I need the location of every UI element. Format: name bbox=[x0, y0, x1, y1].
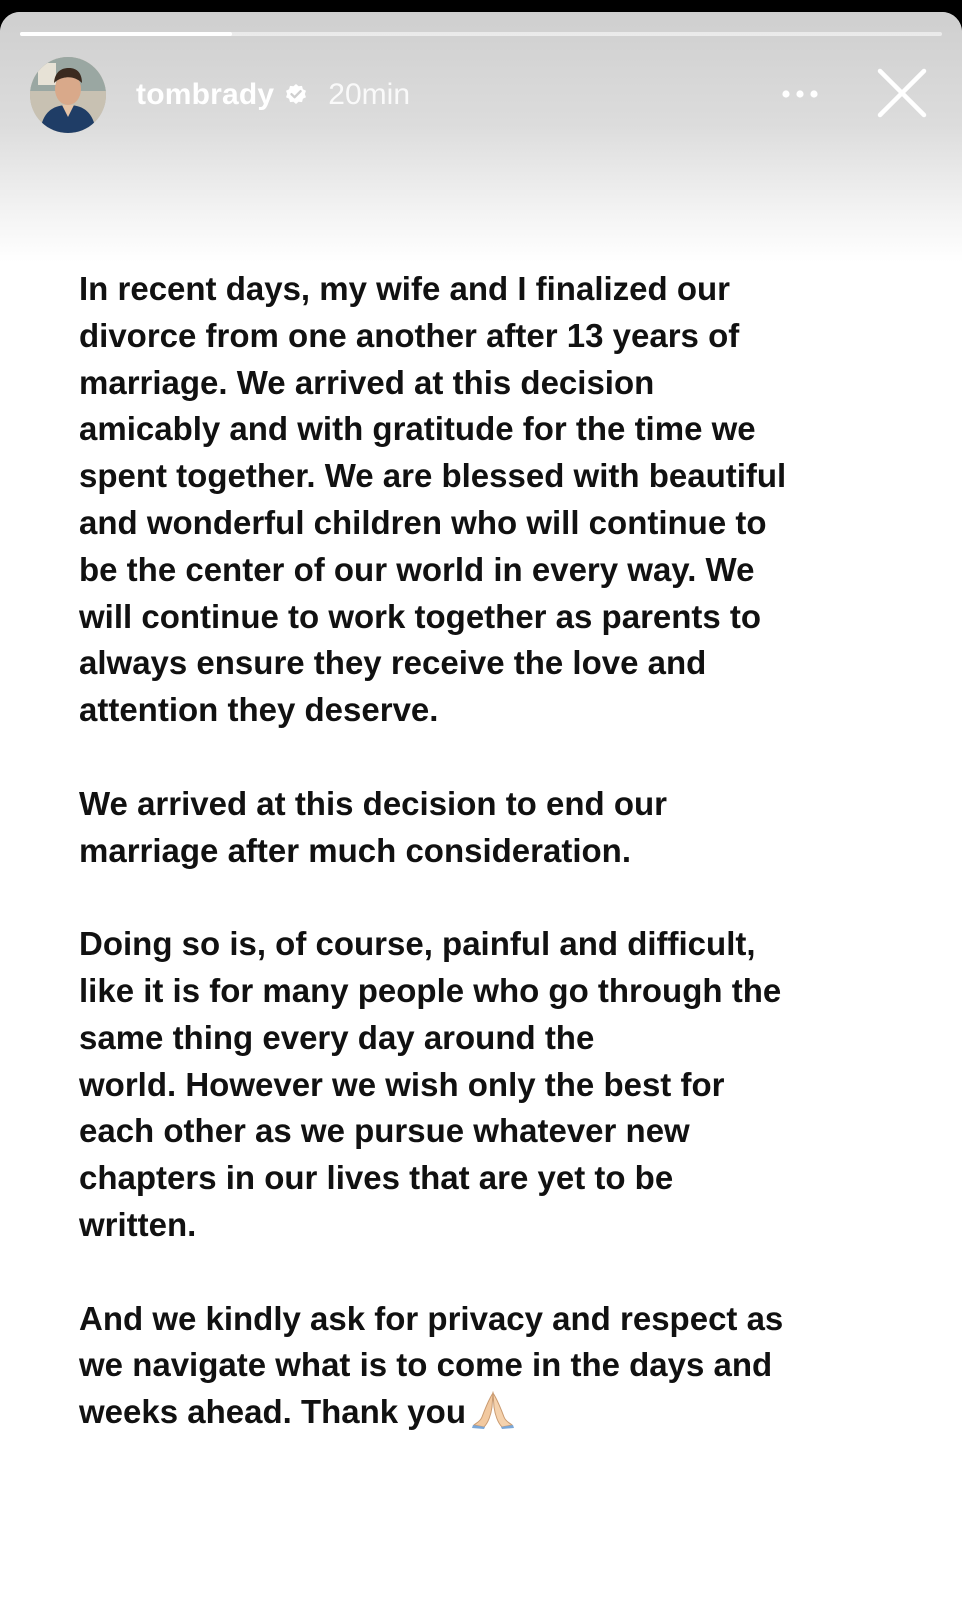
story-text bbox=[79, 266, 899, 1483]
paragraph-1 bbox=[79, 266, 899, 734]
text-line: world. However we wish only the best for bbox=[79, 1065, 725, 1103]
text-line: we navigate what is to come in the days and bbox=[79, 1346, 773, 1384]
text-line: marriage. We arrived at this decision bbox=[79, 363, 655, 401]
text-line: divorce from one another after 13 years of bbox=[79, 316, 740, 354]
text-line: will continue to work together as parents to bbox=[79, 597, 762, 635]
text-line: written. bbox=[79, 1205, 197, 1243]
text-line: always ensure they receive the love and bbox=[79, 644, 707, 682]
text-line: chapters in our lives that are yet to be bbox=[79, 1159, 674, 1197]
story-progress-bar bbox=[20, 32, 942, 36]
story-viewer[interactable] bbox=[0, 12, 962, 1600]
text-line-last bbox=[79, 1389, 899, 1436]
text-line-last-text: weeks ahead. Thank you bbox=[79, 1393, 466, 1431]
profile-photo bbox=[30, 57, 106, 133]
text-line: In recent days, my wife and I finalized our bbox=[79, 270, 730, 307]
text-line: be the center of our world in every way. We bbox=[79, 550, 755, 588]
text-line: same thing every day around the bbox=[79, 1018, 595, 1056]
text-line: and wonderful children who will continue to bbox=[79, 503, 767, 541]
story-header bbox=[30, 55, 935, 135]
text-line: amicably and with gratitude for the time we bbox=[79, 410, 756, 448]
username[interactable]: tombrady bbox=[136, 78, 275, 111]
avatar[interactable] bbox=[30, 57, 106, 133]
paragraph-4 bbox=[79, 1296, 899, 1436]
header-gradient bbox=[0, 12, 962, 262]
paragraph-2 bbox=[79, 781, 899, 875]
text-line: marriage after much consideration. bbox=[79, 831, 631, 869]
text-line: We arrived at this decision to end our bbox=[79, 784, 668, 822]
text-line: And we kindly ask for privacy and respect as bbox=[79, 1299, 784, 1337]
text-line: attention they deserve. bbox=[79, 691, 439, 729]
story-progress-fill bbox=[20, 32, 232, 36]
verified-badge-icon bbox=[284, 83, 308, 107]
close-icon[interactable] bbox=[872, 63, 932, 123]
text-line: Doing so is, of course, painful and difficult, bbox=[79, 925, 756, 963]
folded-hands-emoji-icon bbox=[472, 1389, 514, 1429]
paragraph-3 bbox=[79, 921, 899, 1249]
post-time: 20min bbox=[328, 78, 411, 111]
text-line: like it is for many people who go through the bbox=[79, 971, 782, 1009]
more-options-icon[interactable] bbox=[778, 79, 822, 109]
text-line: spent together. We are blessed with beautiful bbox=[79, 457, 787, 495]
text-line: each other as we pursue whatever new bbox=[79, 1112, 690, 1150]
